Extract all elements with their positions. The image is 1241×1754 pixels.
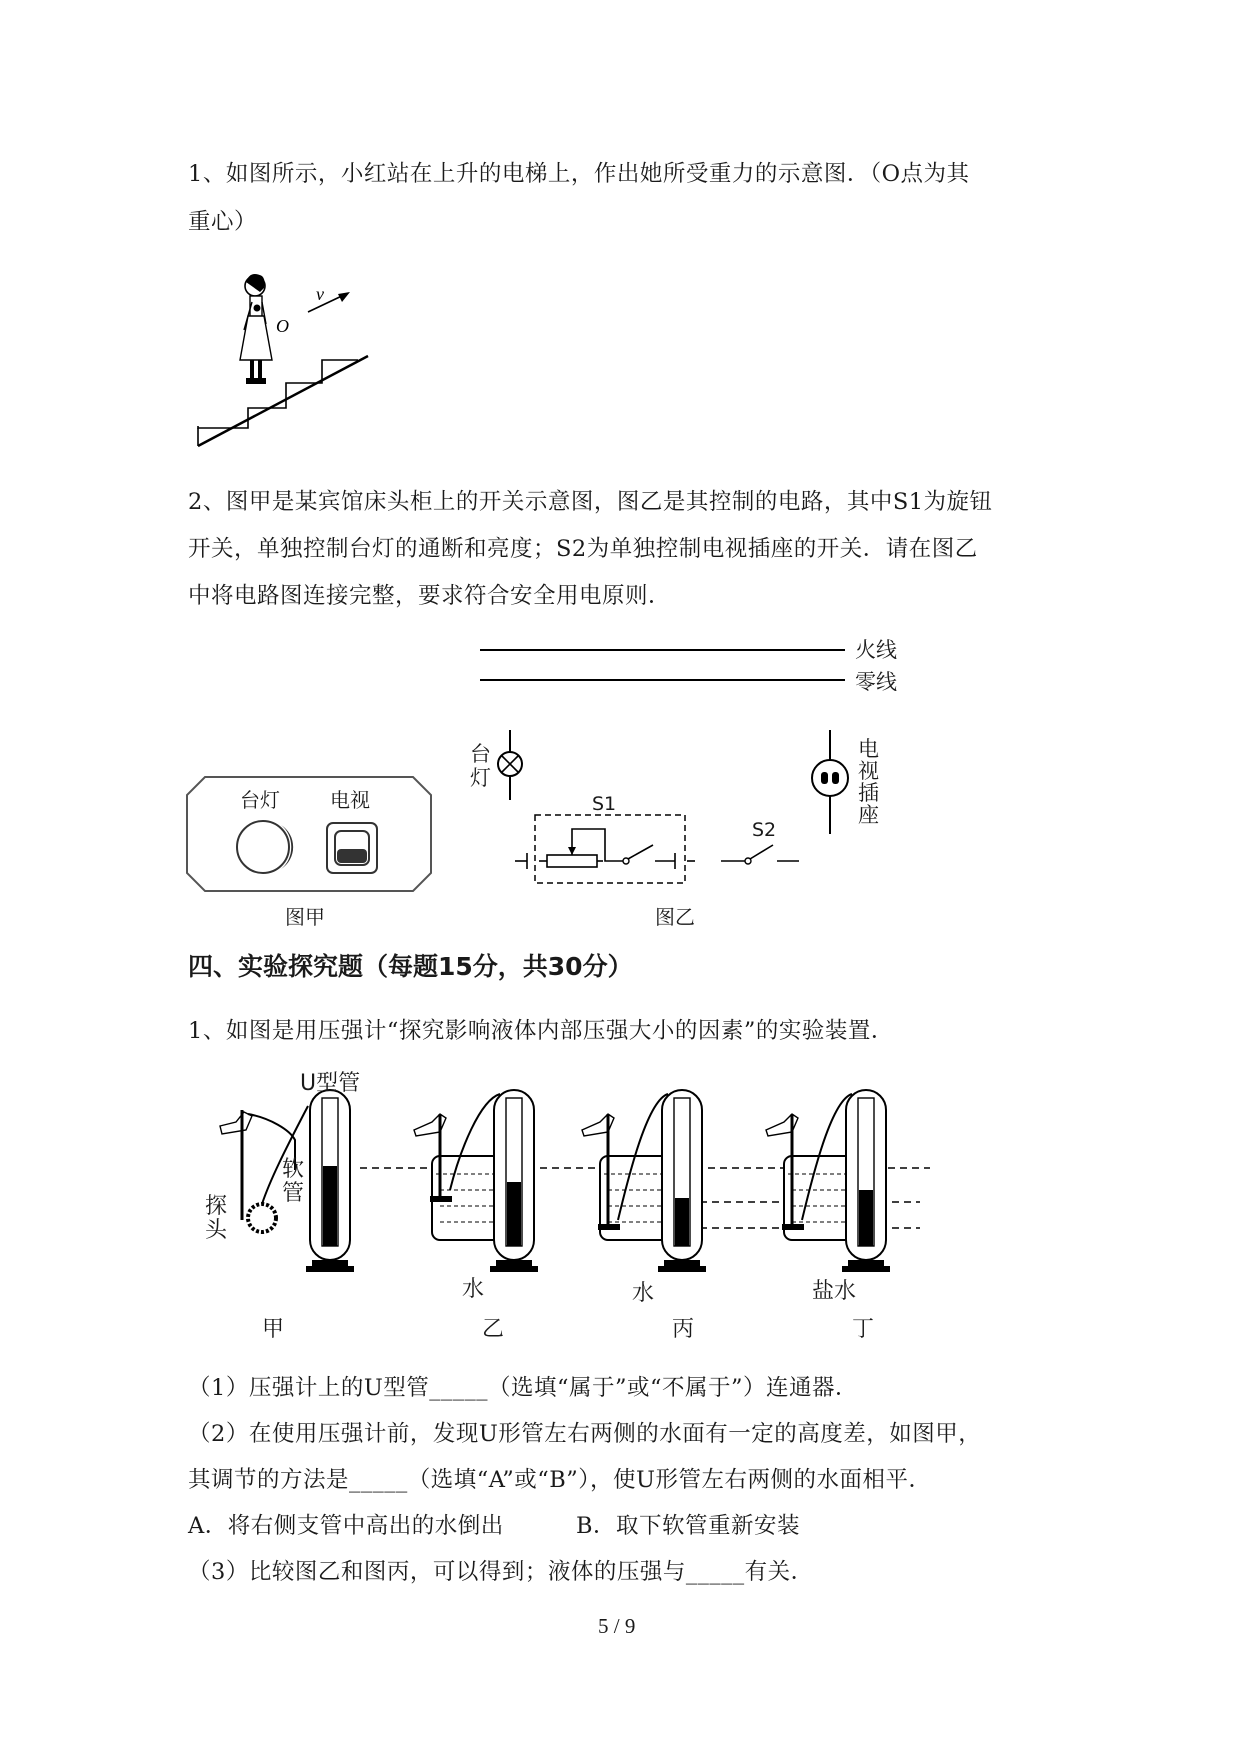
switch-panel	[185, 775, 435, 895]
panel-lamp-label: 台灯	[240, 788, 280, 812]
setup-ding	[766, 1090, 890, 1272]
fire-wire-label: 火线	[855, 638, 897, 662]
u-tube-label: U型管	[300, 1071, 361, 1096]
q2-text-line3: 中将电路图连接完整，要求符合安全用电原则．	[188, 583, 672, 609]
exp1-question-3: （3）比较图乙和图丙，可以得到；液体的压强与_____有关．	[188, 1559, 814, 1585]
escalator-steps	[198, 360, 358, 428]
exp1-question-1: （1）压强计上的U型管_____（选填“属于”或“不属于”）连通器．	[188, 1375, 859, 1401]
s2-label: S2	[752, 819, 777, 841]
caption-fig-jia: 图甲	[285, 905, 325, 929]
caption-ding: 丁	[852, 1317, 875, 1342]
rheostat	[547, 855, 597, 867]
liquid-ding-label: 盐水	[812, 1279, 857, 1304]
panel-tv-label: 电视	[330, 788, 370, 812]
velocity-label: v	[316, 284, 324, 304]
s2-switch	[750, 845, 773, 859]
exp1-question-2-line2: 其调节的方法是_____（选填“A”或“B”），使U形管左右两侧的水面相平．	[188, 1467, 932, 1493]
liquid-bing-label: 水	[632, 1281, 655, 1306]
probe-label: 探头	[205, 1194, 228, 1243]
s1-dashed-box	[535, 815, 685, 883]
q1-text-line1: 1、如图所示，小红站在上升的电梯上，作出她所受重力的示意图．（O点为其	[188, 161, 970, 187]
caption-jia: 甲	[262, 1317, 285, 1342]
page-number: 5 / 9	[598, 1614, 636, 1638]
soft-tube-label: 软管	[282, 1157, 305, 1206]
q2-text-line2: 开关，单独控制台灯的通断和亮度；S2为单独控制电视插座的开关．请在图乙	[188, 536, 978, 562]
setup-yi	[414, 1090, 538, 1272]
section-heading: 四、实验探究题（每题15分，共30分）	[188, 952, 633, 981]
escalator-figure	[190, 268, 390, 454]
lamp-label: 台灯	[470, 742, 491, 790]
center-of-gravity-point	[254, 305, 261, 312]
exp1-question-2-line1: （2）在使用压强计前，发现U形管左右两侧的水面有一定的高度差，如图甲，	[188, 1421, 982, 1447]
girl-figure	[240, 274, 272, 384]
neutral-wire-label: 零线	[855, 670, 897, 694]
pressure-gauge-figure	[200, 1070, 940, 1300]
q1-text-line2: 重心）	[188, 209, 258, 235]
escalator-incline	[198, 356, 368, 446]
caption-yi: 乙	[482, 1317, 505, 1342]
tv-socket-label: 电视插座	[858, 737, 879, 827]
option-a: A．将右侧支管中高出的水倒出	[188, 1513, 504, 1539]
lamp-knob	[237, 821, 289, 873]
exp1-intro: 1、如图是用压强计“探究影响液体内部压强大小的因素”的实验装置．	[188, 1018, 894, 1044]
caption-bing: 丙	[672, 1317, 695, 1342]
setup-bing	[582, 1090, 706, 1272]
point-o-label: O	[276, 316, 289, 336]
option-b: B．取下软管重新安装	[576, 1513, 801, 1539]
s1-label: S1	[592, 793, 617, 815]
q2-text-line1: 2、图甲是某宾馆床头柜上的开关示意图，图乙是其控制的电路，其中S1为旋钮	[188, 489, 993, 515]
liquid-yi-label: 水	[462, 1277, 485, 1302]
lamp-symbol	[490, 730, 530, 802]
caption-fig-yi: 图乙	[655, 905, 695, 929]
